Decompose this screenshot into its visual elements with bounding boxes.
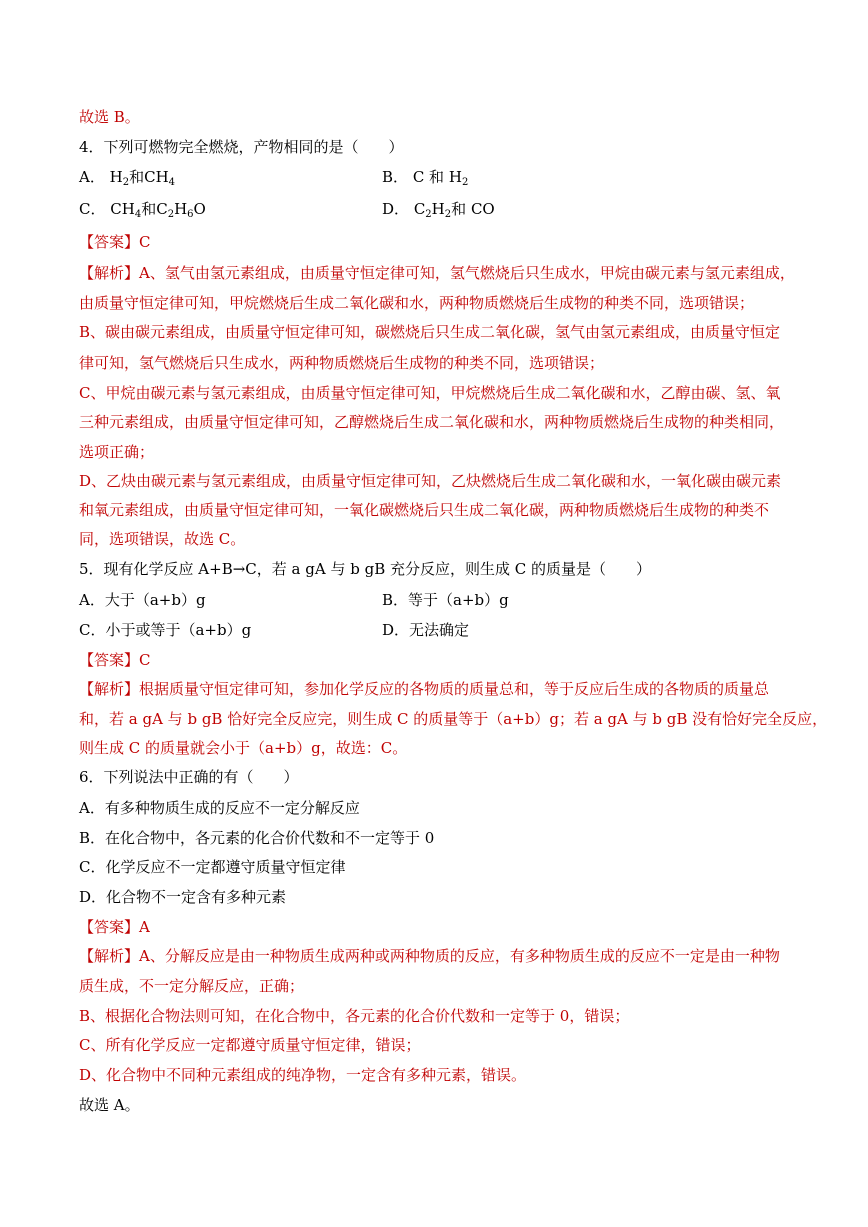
q6-option-c: C．化学反应不一定都遵守质量守恒定律: [79, 858, 346, 876]
previous-conclusion: 故选 B。: [79, 108, 140, 126]
q4-option-a: [79, 167, 175, 187]
q5-option-c: C．小于或等于（a+b）g: [79, 621, 252, 639]
q4-explanation-line: 选项正确；: [79, 443, 155, 461]
option-letter: C．: [79, 200, 106, 218]
q4-option-b: [382, 167, 468, 187]
option-letter: D．: [382, 200, 410, 218]
q4-explanation-line: B、碳由碳元素组成，由质量守恒定律可知，碳燃烧后只生成二氧化碳，氢气由氢元素组成，由质量守恒定: [79, 323, 781, 341]
q6-option-a: A．有多种物质生成的反应不一定分解反应: [79, 799, 360, 817]
q6-explanation-line: D、化合物中不同种元素组成的纯净物，一定含有多种元素，错误。: [79, 1066, 527, 1084]
q4-explanation-line: 和氧元素组成，由质量守恒定律可知，一氧化碳燃烧后只生成二氧化碳，两种物质燃烧后生成物的种类不: [79, 501, 770, 519]
option-letter: B．: [382, 168, 409, 186]
formula-c2h2: $C_2H_2$: [413, 200, 452, 220]
formula-h2: $H_2$: [109, 168, 130, 188]
q4-explanation-line: 【解析】A、氢气由氢元素组成，由质量守恒定律可知，氢气燃烧后只生成水，甲烷由碳元素与氢元素组成，: [79, 264, 795, 282]
q5-answer: 【答案】C: [79, 651, 151, 669]
formula-co: CO: [470, 200, 495, 218]
q4-explanation-line: C、甲烷由碳元素与氢元素组成，由质量守恒定律可知，甲烷燃烧后生成二氧化碳和水，乙醇由碳、氢、氧: [79, 384, 781, 402]
conjunction: 和: [141, 200, 157, 218]
q5-explanation-line: 则生成 C 的质量就会小于（a+b）g，故选：C。: [79, 739, 408, 757]
question-6-stem: 6．下列说法中正确的有（ ）: [79, 768, 299, 786]
q6-explanation-line: 质生成，不一定分解反应，正确；: [79, 977, 305, 995]
option-text: C 和: [412, 168, 445, 186]
q6-explanation-line: C、所有化学反应一定都遵守质量守恒定律，错误；: [79, 1036, 421, 1054]
q4-option-c: [79, 199, 206, 219]
q5-option-a: A．大于（a+b）g: [79, 591, 206, 609]
formula-c2h6o: $C_2H_6O$: [156, 200, 206, 220]
q5-explanation-line: 和，若 a gA 与 b gB 恰好完全反应完，则生成 C 的质量等于（a+b）g；若 a gA 与 b gB 没有恰好完全反应，: [79, 710, 828, 728]
q4-explanation-line: D、乙炔由碳元素与氢元素组成，由质量守恒定律可知，乙炔燃烧后生成二氧化碳和水，一氧化碳由碳元素: [79, 472, 782, 490]
q4-explanation-line: 律可知，氢气燃烧后只生成水，两种物质燃烧后生成物的种类不同，选项错误；: [79, 354, 605, 372]
q5-explanation-line: 【解析】根据质量守恒定律可知，参加化学反应的各物质的质量总和，等于反应后生成的各物质的质量总: [79, 680, 770, 698]
formula-ch4: $CH_4$: [110, 200, 142, 220]
q4-explanation-line: 由质量守恒定律可知，甲烷燃烧后生成二氧化碳和水，两种物质燃烧后生成物的种类不同，选项错误；: [79, 294, 755, 312]
conjunction: 和: [129, 168, 145, 186]
formula-h2: $H_2$: [448, 168, 469, 188]
conjunction: 和: [451, 200, 467, 218]
q4-explanation-line: 三种元素组成，由质量守恒定律可知，乙醇燃烧后生成二氧化碳和水，两种物质燃烧后生成物的种类相同，: [79, 413, 785, 431]
q6-explanation-line: 【解析】A、分解反应是由一种物质生成两种或两种物质的反应，有多种物质生成的反应不一定是由一种物: [79, 947, 780, 965]
q4-answer: 【答案】C: [79, 233, 151, 251]
question-4-stem: 4．下列可燃物完全燃烧，产物相同的是（ ）: [79, 138, 404, 156]
q6-explanation-line: B、根据化合物法则可知，在化合物中，各元素的化合价代数和一定等于 0，错误；: [79, 1007, 630, 1025]
q6-option-d: D．化合物不一定含有多种元素: [79, 888, 287, 906]
question-5-stem: 5．现有化学反应 A+B→C，若 a gA 与 b gB 充分反应，则生成 C 的质量是（ ）: [79, 560, 652, 578]
q4-option-d: [382, 199, 495, 219]
formula-ch4: $CH_4$: [144, 168, 176, 188]
q6-answer: 【答案】A: [79, 918, 150, 936]
option-letter: A．: [79, 168, 105, 186]
q5-option-d: D．无法确定: [382, 621, 470, 639]
q6-option-b: B．在化合物中，各元素的化合价代数和不一定等于 0: [79, 829, 435, 847]
q4-explanation-line: 同，选项错误，故选 C。: [79, 530, 246, 548]
q6-conclusion: 故选 A。: [79, 1096, 140, 1114]
q5-option-b: B．等于（a+b）g: [382, 591, 509, 609]
